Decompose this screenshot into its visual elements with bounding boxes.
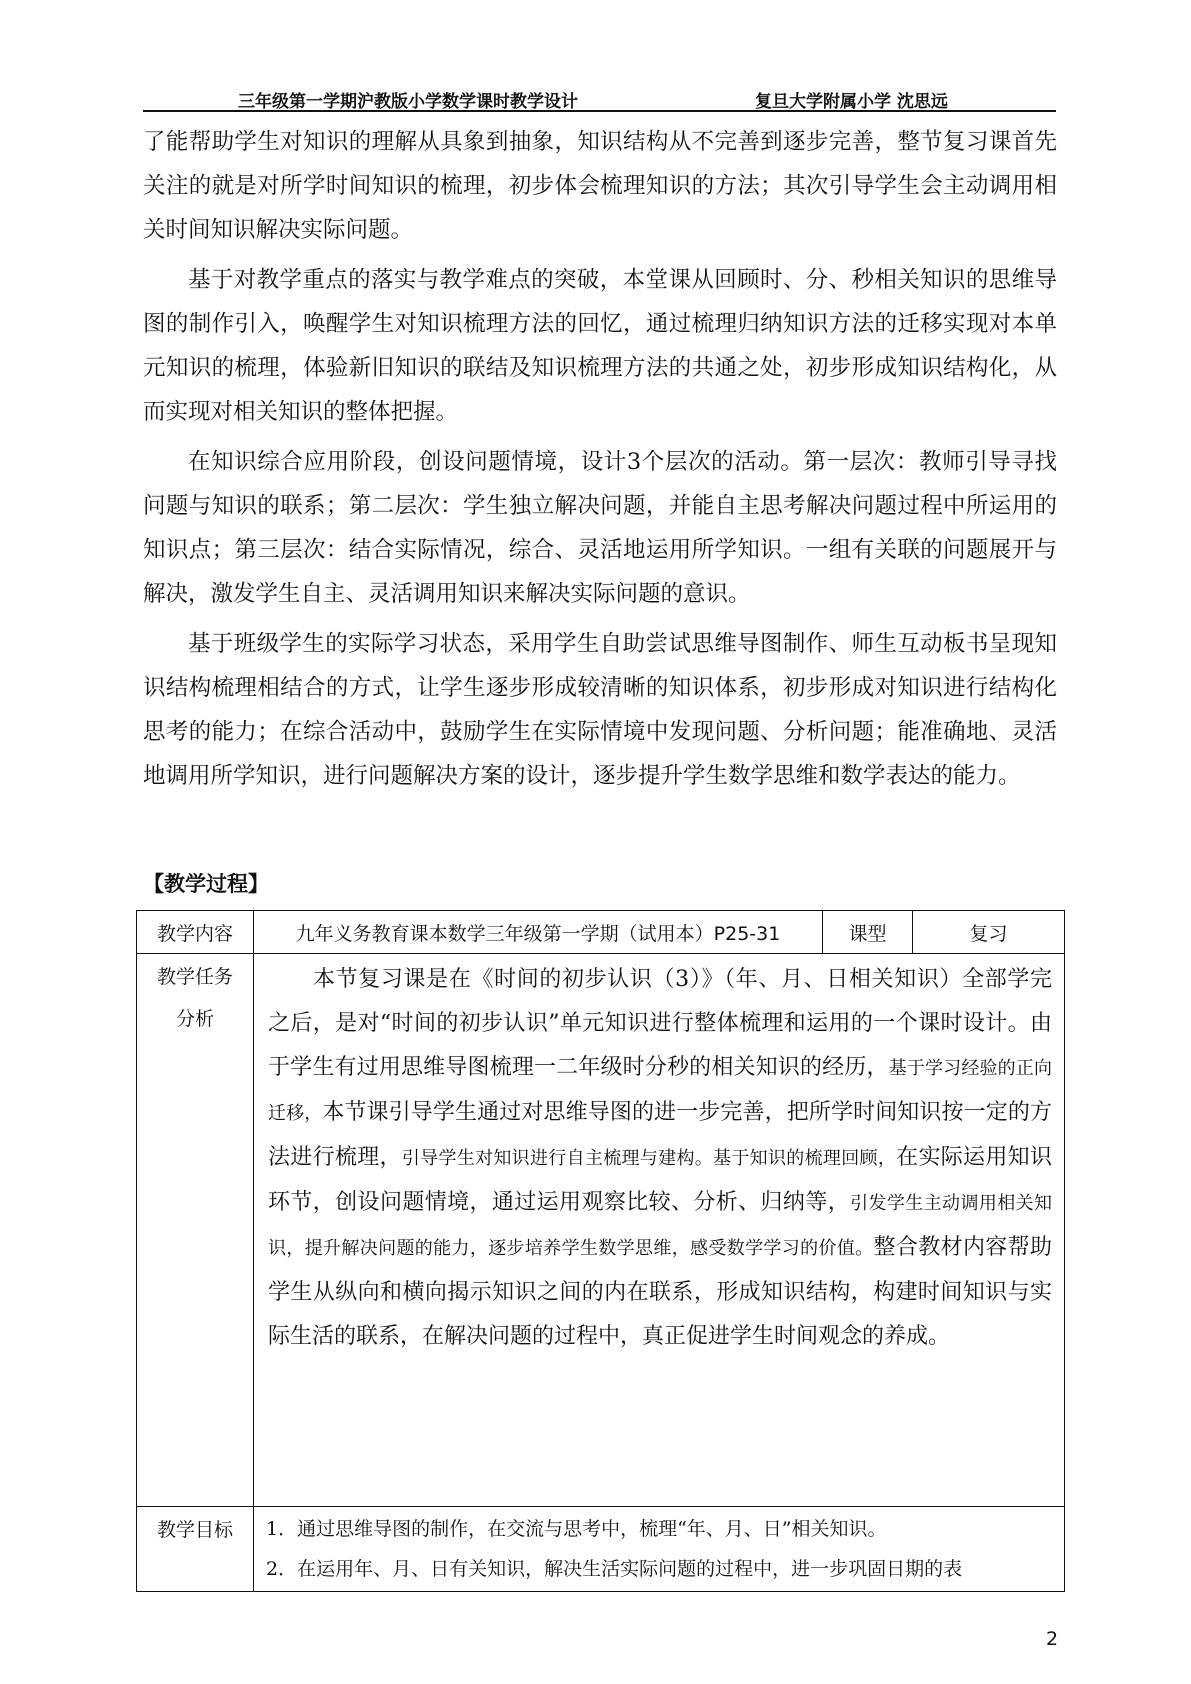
label-task-analysis-line2: 分析	[175, 1008, 214, 1030]
analysis-text-e: 在实际运用知识环节，创设问题情境，通过运用观察比较、分析、归纳等，	[268, 1145, 1052, 1215]
analysis-text-b: 基于学习经验的正向迁移，	[268, 1058, 1053, 1124]
table-row-content	[137, 911, 1065, 954]
goal-2: 2．在运用年、月、日有关知识，解决生活实际问题的过程中，进一步巩固日期的表	[266, 1558, 963, 1580]
paragraph-2: 基于对教学重点的落实与教学难点的突破，本堂课从回顾时、分、秒相关知识的思维导图的制作引入，唤醒学生对知识梳理方法的回忆，通过梳理归纳知识方法的迁移实现对本单元知识的梳理，体验新旧知识的联结及知识梳理方法的共通之处，初步形成知识结构化，从而实现对相关知识的整体把握。	[143, 267, 1057, 425]
header-document-title: 三年级第一学期沪教版小学数学课时教学设计	[238, 92, 578, 112]
paragraph-4: 基于班级学生的实际学习状态，采用学生自助尝试思维导图制作、师生互动板书呈现知识结构梳理相结合的方式，让学生逐步形成较清晰的知识体系，初步形成对知识进行结构化思考的能力；在综合活动中，鼓励学生在实际情境中发现问题、分析问题；能准确地、灵活地调用所学知识，进行问题解决方案的设计，逐步提升学生数学思维和数学表达的能力。	[143, 631, 1057, 789]
label-lesson-type: 课型	[823, 911, 913, 954]
analysis-text-c: 本节课引导学生通过对思维导图的进一步完善，把所学时间知识按一定的方法进行梳理，	[268, 1100, 1052, 1170]
paragraph-3: 在知识综合应用阶段，创设问题情境，设计3个层次的活动。第一层次：教师引导寻找问题与知识的联系；第二层次：学生独立解决问题，并能自主思考解决问题过程中所运用的知识点；第三层次：结合实际情况，综合、灵活地运用所学知识。一组有关联的问题展开与解决，激发学生自主、灵活调用知识来解决实际问题的意识。	[143, 449, 1057, 607]
analysis-text-f: 引发学生主动调用相关知识，提升解决问题的能力，逐步培养学生数学思维，感受数学学习的价值。	[268, 1193, 1052, 1259]
body-text	[143, 120, 1057, 798]
table-row-goals	[137, 1507, 1065, 1592]
label-teaching-goals: 教学目标	[137, 1507, 254, 1592]
paragraph-1: 了能帮助学生对知识的理解从具象到抽象，知识结构从不完善到逐步完善，整节复习课首先关注的就是对所学时间知识的梳理，初步体会梳理知识的方法；其次引导学生会主动调用相关时间知识解决实际问题。	[143, 129, 1057, 243]
goal-1: 1．通过思维导图的制作，在交流与思考中，梳理“年、月、日”相关知识。	[266, 1518, 887, 1540]
task-analysis-paragraph	[268, 958, 1052, 1359]
section-title: 【教学过程】	[143, 872, 269, 896]
analysis-text-a: 本节复习课是在《时间的初步认识（3）》（年、月、日相关知识）全部学完之后，是对“时间的初步认识”单元知识进行整体梳理和运用的一个课时设计。由于学生有过用思维导图梳理一二年级时分秒的相关知识的经历，	[268, 967, 1052, 1080]
analysis-text-g: 整合教材内容帮助学生从纵向和横向揭示知识之间的内在联系，形成知识结构，构建时间知识与实际生活的联系，在解决问题的过程中，真正促进学生时间观念的养成。	[268, 1235, 1052, 1349]
teaching-goals	[254, 1507, 1065, 1592]
label-task-analysis-line1: 教学任务	[156, 966, 233, 988]
page-number: 2	[1046, 1628, 1059, 1650]
analysis-text-d: 引导学生对知识进行自主梳理与建构。基于知识的梳理回顾，	[401, 1148, 897, 1169]
lesson-type-value: 复习	[913, 911, 1065, 954]
header-author: 复旦大学附属小学 沈思远	[755, 92, 948, 112]
teaching-content-value: 九年义务教育课本数学三年级第一学期（试用本）P25-31	[254, 911, 823, 954]
page-header	[143, 84, 1056, 112]
table-row-task-analysis	[137, 954, 1065, 1507]
task-analysis-text	[254, 954, 1065, 1507]
label-teaching-content: 教学内容	[137, 911, 254, 954]
label-task-analysis	[137, 954, 254, 1507]
lesson-table	[136, 910, 1065, 1592]
